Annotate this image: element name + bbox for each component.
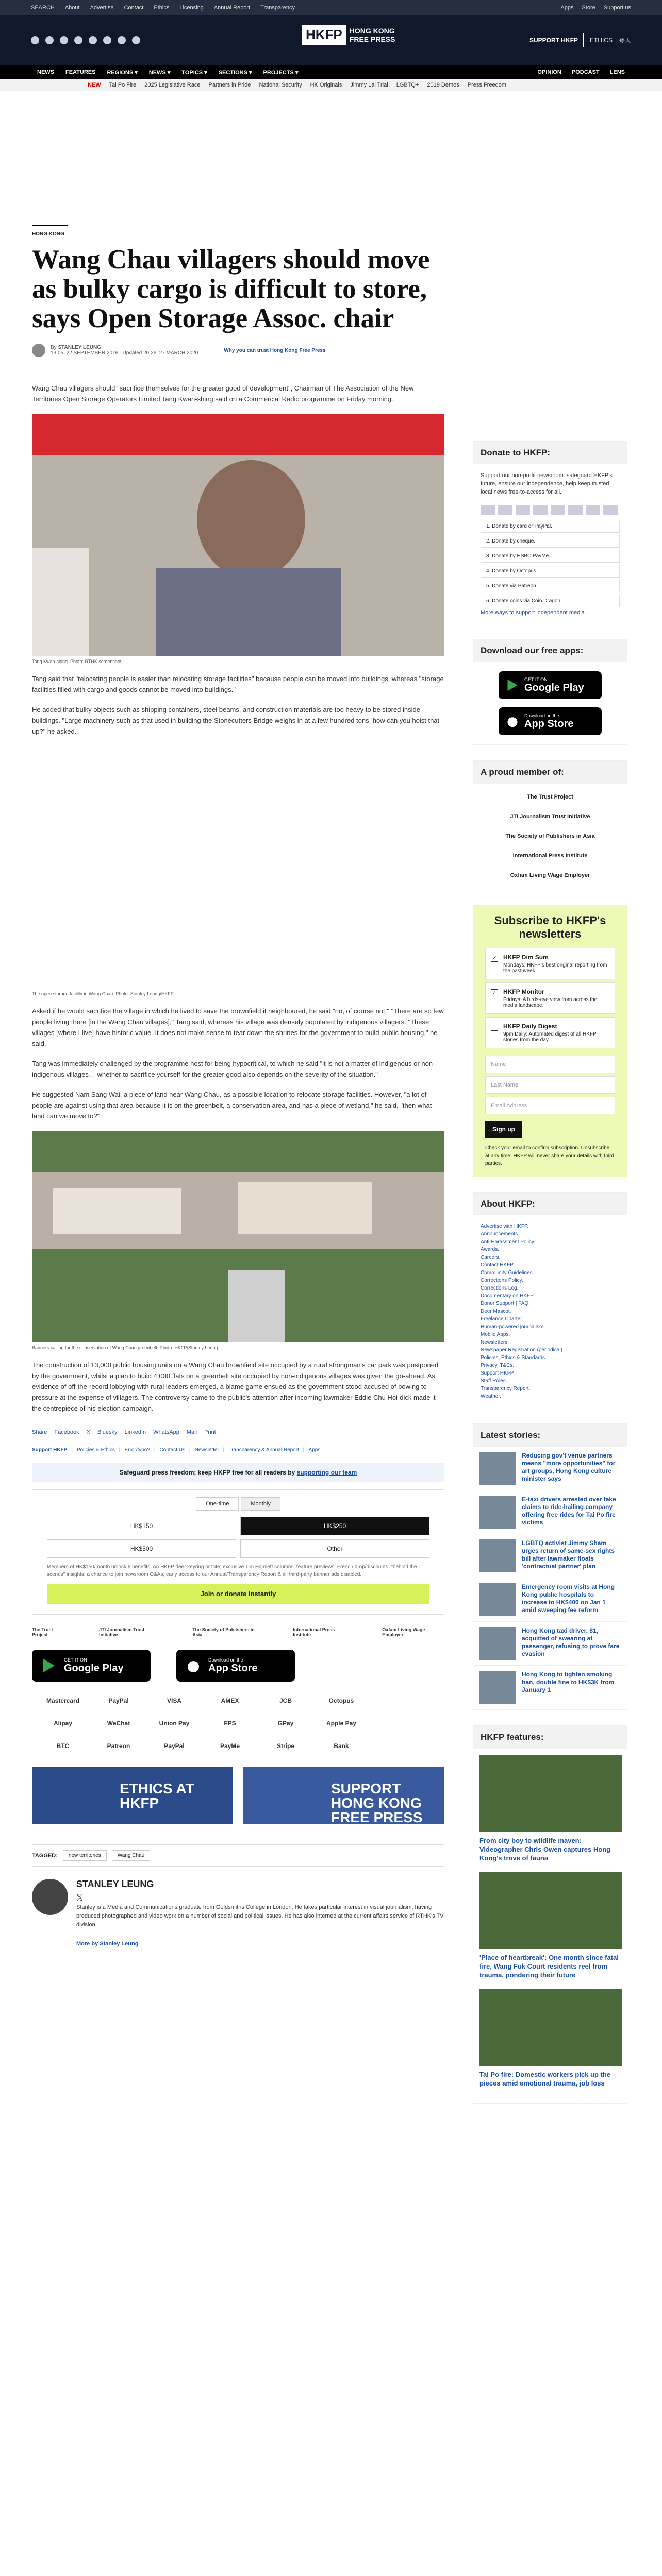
top-link-ethics[interactable]: Ethics	[154, 5, 170, 11]
store-small: GET IT ON	[524, 676, 548, 682]
photo-wang-chau-banners	[32, 1131, 444, 1342]
partners-panel	[473, 760, 627, 889]
feature-image[interactable]	[479, 1755, 622, 1832]
story-thumbnail[interactable]	[479, 1627, 516, 1660]
telegram-icon[interactable]	[118, 36, 126, 44]
support-banner-text: SUPPORT HONG KONG FREE PRESS	[331, 1781, 423, 1824]
features-heading: HKFP features:	[473, 1726, 627, 1749]
latest-story[interactable]	[473, 1578, 627, 1622]
embedded-content-space	[32, 746, 444, 988]
ipi-logo[interactable]: International Press Institute	[512, 853, 588, 859]
features-panel	[473, 1725, 627, 2104]
checkbox-checked-icon[interactable]: ✓	[491, 989, 498, 996]
author-box	[32, 1879, 444, 1948]
nav-opinion[interactable]: OPINION	[537, 69, 561, 75]
feature-image[interactable]	[479, 1989, 622, 2066]
newsletter-option[interactable]	[485, 948, 615, 979]
payment-logo: GPay	[277, 1720, 294, 1727]
caption-2: The open storage facility in Wang Chau. Photo: Stanley Leung/HKFP.	[32, 991, 175, 996]
top-link-transparency[interactable]: Transparency	[260, 5, 295, 11]
instagram-icon[interactable]	[60, 36, 68, 44]
about-link[interactable]: Awards.	[481, 1247, 499, 1252]
footer-link[interactable]: Transparency & Annual Report	[228, 1447, 299, 1453]
newsletter-desc: Fridays: A birds-eye view from across the media landscape.	[503, 997, 598, 1008]
top-utility-bar	[0, 0, 662, 15]
footer-link[interactable]: Support HKFP	[32, 1447, 68, 1453]
payment-logo: Union Pay	[159, 1720, 190, 1727]
payment-logo: Mastercard	[46, 1697, 80, 1704]
trust-project-logo[interactable]: The Trust Project	[32, 1627, 53, 1637]
trending-item[interactable]: Partners in Pride	[208, 82, 251, 88]
author-name[interactable]: STANLEY LEUNG	[76, 1879, 154, 1889]
safeguard-text: Safeguard press freedom; keep HKFP free for all readers by	[119, 1469, 297, 1476]
share-mail[interactable]: Mail	[186, 1429, 197, 1435]
divider: |	[303, 1447, 305, 1453]
ethics-banner-text: ETHICS AT HKFP	[120, 1781, 194, 1811]
divider: |	[189, 1447, 191, 1453]
trending-item[interactable]: National Security	[259, 82, 302, 88]
app-store-buttons	[32, 1650, 444, 1682]
trending-bar	[0, 79, 662, 91]
nav-sections[interactable]: SECTIONS ▾	[218, 69, 252, 76]
donation-widget	[32, 1489, 444, 1615]
nav-lens[interactable]: LENS	[609, 69, 625, 75]
nav-regions[interactable]: REGIONS ▾	[107, 69, 138, 76]
story-title[interactable]: E-taxi drivers arrested over fake claims to ride-hailing company offering free rides for Tai Po fire victims	[522, 1496, 616, 1526]
feature-title[interactable]: 'Place of heartbreak': One month since fatal fire, Wang Fuk Court residents reel from trauma, pondering their future	[479, 1954, 619, 1979]
newsletter-name: HKFP Dim Sum	[503, 954, 549, 961]
share-bluesky[interactable]: Bluesky	[97, 1429, 118, 1435]
amount-option-selected[interactable]: HK$250	[240, 1517, 429, 1535]
footer-link[interactable]: Contact Us	[159, 1447, 186, 1453]
about-link[interactable]: Announcements.	[481, 1231, 520, 1237]
caption-3: Banners calling for the conservation of Wang Chau greenbelt. Photo: HKFP/Stanley Leung.	[32, 1345, 219, 1350]
main-nav	[0, 65, 662, 79]
membership-note: Members of HK$150/month unlock 6 benefits: An HKFP deer keyring or tote; exclusive Tim Hamlett columns; feature previews; French drop/discounts; "behind the scenes" insights; a chance to join newsroom Q&As; early access to our Annual/Transparency Report & all third-party banner ads disabled.	[47, 1564, 417, 1578]
payment-methods	[32, 1692, 444, 1755]
about-link[interactable]: Corrections Policy.	[481, 1278, 523, 1283]
story-title[interactable]: Emergency room visits at Hong Kong public hospitals to increase to HK$400 on Jan 1 amid sweeping fee reform	[522, 1583, 615, 1614]
nav-projects[interactable]: PROJECTS ▾	[263, 69, 299, 76]
payment-logo: Apple Pay	[326, 1720, 357, 1727]
byline-updated: Updated 20:26, 27 MARCH 2020	[122, 350, 198, 356]
payment-logo: WeChat	[107, 1720, 130, 1727]
safeguard-link[interactable]: supporting our team	[296, 1469, 357, 1476]
donate-panel	[473, 441, 627, 623]
byline: By STANLEY LEUNG 13:05, 22 SEPTEMBER 2016 Updated 20:26, 27 MARCH 2020 Why you can trust Hong Kong Free Press	[32, 344, 444, 357]
nav-features[interactable]: FEATURES	[65, 69, 96, 75]
share-linkedin[interactable]: LinkedIn	[124, 1429, 146, 1435]
byline-date: 13:05, 22 SEPTEMBER 2016	[51, 350, 119, 356]
payment-logo: PayPal	[164, 1742, 185, 1750]
paragraph-2: Tang said that "relocating people is easier than relocating storage facilities" because people can be moved into buildings, whereas "storage facilities filled with cargo and goods cannot be moved into buildings."	[32, 675, 444, 693]
paragraph-4: Asked if he would sacrifice the village in which he lived to save the brownfield it neighboured, he said "no, of course not." "There are so few people living there [in the Wang Chau villages]," Tang said, whereas his village was densely populated by indigenous villagers. "These villages [where I live] have historic value. It does not make sense to tear down the shrines for the government to build public housing," he said.	[32, 1007, 444, 1047]
nav-news[interactable]: NEWS	[37, 69, 54, 75]
signup-button[interactable]: Sign up	[485, 1121, 522, 1138]
logo-mark: HKFP	[302, 25, 346, 45]
sidebar-google-play[interactable]	[499, 671, 602, 699]
footer-link[interactable]: Policies & Ethics	[76, 1447, 115, 1453]
donate-text: Support our non-profit newsroom: safeguard HKFP's future, ensure our independence, help keep trusted local news free-to-access for all.	[481, 472, 613, 495]
paragraph-1: Wang Chau villagers should "sacrifice themselves for the greater good of development", Chairman of The Association of the New Territories Open Storage Operators Limited Tang Kwan-shing said on a Commercial Radio programme on Friday morning.	[32, 384, 414, 403]
checkbox-checked-icon[interactable]: ✓	[491, 955, 498, 962]
trending-item[interactable]: 2019 Demos	[427, 82, 459, 88]
paragraph-3: He added that bulky objects such as shipping containers, steel beams, and construction materials are too heavy to be stored inside buildings. "Large machinery such as that used in building the Stonecutters Bridge weighs in at a few hundred tons, how can you hoist that up?" he asked.	[32, 706, 440, 735]
donate-option[interactable]: 6. Donate coins via Coin Dragon.	[481, 595, 620, 607]
trust-project-logo[interactable]: The Trust Project	[527, 794, 573, 800]
app-store-button[interactable]	[176, 1650, 295, 1682]
paragraph-7: The construction of 13,000 public housing units on a Wang Chau brownfield site occupied by a rural strongman's car park was postponed by the government, whilst a plan to build 4,000 flats on a greenbelt site occupied by non-indigenous villages was given the go-ahead. As evidence of off-the-record lobbying with rural leaders emerged, a blame game ensued as the government stood accused of bowing to pressure at the expense of villagers. The controversy came to the public's attention after incoming lawmaker Eddie Chu Hoi-dick made it the centrepiece of his election campaign.	[32, 1361, 439, 1412]
article-category[interactable]: HONG KONG	[32, 231, 64, 237]
newsletter-name: HKFP Daily Digest	[503, 1023, 557, 1030]
payment-logo: BTC	[56, 1742, 70, 1750]
story-thumbnail[interactable]	[479, 1539, 516, 1572]
byline-author[interactable]: STANLEY LEUNG	[58, 345, 101, 350]
payment-logo: AMEX	[221, 1697, 239, 1704]
about-link[interactable]: Privacy, T&Cs.	[481, 1363, 515, 1368]
about-link[interactable]: Corrections Log.	[481, 1285, 519, 1291]
payment-logo: Alipay	[53, 1720, 72, 1727]
trust-link[interactable]: Why you can trust Hong Kong Free Press	[224, 347, 326, 353]
payment-logo: VISA	[167, 1697, 181, 1704]
trending-item[interactable]: 2025 Legislative Race	[144, 82, 201, 88]
latest-panel	[473, 1423, 627, 1710]
sidebar	[473, 441, 627, 2119]
story-title[interactable]: LGBTQ activist Jimmy Sham urges return of same-sex rights bill after lawmaker floats 'contractual partner' plan	[522, 1539, 615, 1570]
story-title[interactable]: Reducing gov't venue partners means "more opportunities" for art groups, Hong Kong culture minister says	[522, 1452, 616, 1482]
sopa-logo[interactable]: The Society of Publishers in Asia	[505, 833, 595, 839]
payment-logo: PayMe	[220, 1742, 240, 1750]
apps-heading: Download our free apps:	[473, 639, 627, 662]
photo-tang-kwan-shing	[32, 414, 444, 656]
last-name-input[interactable]: Last Name	[485, 1076, 615, 1094]
google-play-label: Google Play	[64, 1662, 124, 1674]
google-play-small: GET IT ON	[64, 1657, 87, 1663]
story-title[interactable]: Hong Kong to tighten smoking ban, double fine to HK$3K from January 1	[522, 1671, 615, 1693]
top-link-store[interactable]: Store	[582, 5, 595, 11]
newsletter-note: Check your email to confirm subscription. Unsubscribe at any time. HKFP will never share your details with third parties.	[485, 1145, 614, 1166]
share-print[interactable]: Print	[204, 1429, 216, 1435]
linkedin-icon[interactable]	[103, 36, 111, 44]
share-x[interactable]: X	[86, 1429, 91, 1435]
safeguard-banner	[32, 1463, 444, 1482]
store-small: Download on the	[524, 713, 559, 718]
tagged-label: TAGGED:	[32, 1852, 58, 1859]
latest-story[interactable]	[473, 1447, 627, 1490]
author-bio: Stanley is a Media and Communications graduate from Goldsmiths College in London. He takes particular interest in visual journalism, having produced photographed and video work on a number of social and political issues. He has also interned at the current affairs service of RTHK's TV division.	[76, 1904, 444, 1928]
story-thumbnail[interactable]	[479, 1452, 516, 1485]
about-link[interactable]: Transparency Report.	[481, 1386, 531, 1392]
top-link-apps[interactable]: Apps	[560, 5, 574, 11]
about-link[interactable]: Weather.	[481, 1394, 501, 1399]
feature-title[interactable]: Tai Po fire: Domestic workers pick up the pieces amid emotional trauma, job loss	[479, 2071, 611, 2087]
newsletter-option[interactable]	[485, 1017, 615, 1048]
more-by-author-link[interactable]: More by Stanley Leung	[76, 1941, 139, 1947]
support-banner[interactable]	[243, 1767, 444, 1824]
jti-logo[interactable]: JTI Journalism Trust Initiative	[99, 1627, 145, 1637]
first-name-input[interactable]: Name	[485, 1056, 615, 1073]
about-link[interactable]: Documentary on HKFP.	[481, 1293, 535, 1299]
amount-option[interactable]: HK$150	[47, 1517, 236, 1535]
donate-heading: Donate to HKFP:	[473, 442, 627, 464]
title-rule	[32, 225, 68, 226]
more-ways-link[interactable]: More ways to support independent media.	[481, 609, 586, 616]
jti-logo[interactable]: JTI Journalism Trust Initiative	[510, 814, 590, 820]
logo-line-2: FREE PRESS	[349, 35, 395, 43]
donate-option[interactable]: 4. Donate by Octopus.	[481, 565, 620, 578]
about-link[interactable]: Deer Mascot.	[481, 1309, 511, 1314]
search-link[interactable]: SEARCH	[31, 5, 55, 11]
nav-news-menu[interactable]: NEWS ▾	[148, 69, 171, 76]
youtube-icon[interactable]	[74, 36, 82, 44]
app-store-label: App Store	[208, 1662, 258, 1674]
about-panel	[473, 1192, 627, 1408]
latest-story[interactable]	[473, 1622, 627, 1666]
trending-item[interactable]: Press Freedom	[467, 82, 506, 88]
store-label: Google Play	[524, 682, 584, 693]
threads-icon[interactable]	[89, 36, 97, 44]
top-link-annual-report[interactable]: Annual Report	[213, 5, 251, 11]
sidebar-app-store[interactable]	[499, 707, 602, 735]
author-avatar	[32, 344, 45, 357]
story-title[interactable]: Hong Kong taxi driver, 81, acquitted of swearing at passenger, refusing to prove fare evasion	[522, 1627, 620, 1657]
newsletter-desc: Mondays: HKFP's best original reporting from the past week.	[503, 962, 607, 974]
divider: |	[71, 1447, 73, 1453]
payment-logo: Octopus	[328, 1697, 354, 1704]
about-link[interactable]: Human-powered journalism.	[481, 1324, 545, 1330]
caption-1: Tang Kwan-shing. Photo: RTHK screenshot.	[32, 659, 123, 664]
social-icons	[31, 36, 140, 44]
share-whatsapp[interactable]: WhatsApp	[153, 1429, 179, 1435]
promo-banners	[32, 1767, 444, 1824]
apps-panel	[473, 639, 627, 745]
latest-story[interactable]	[473, 1534, 627, 1578]
google-play-icon	[506, 679, 519, 692]
about-link[interactable]: Policies, Ethics & Standards.	[481, 1355, 547, 1361]
tab-monthly[interactable]: Monthly	[241, 1497, 280, 1511]
about-link[interactable]: Advertise with HKFP.	[481, 1224, 529, 1229]
about-link[interactable]: Newsletters.	[481, 1340, 509, 1345]
ipi-logo[interactable]: International Press Institute	[293, 1627, 335, 1637]
top-link-advertise[interactable]: Advertise	[90, 5, 114, 11]
google-play-icon	[41, 1658, 57, 1673]
newsletter-option[interactable]	[485, 982, 615, 1014]
donate-option[interactable]: 2. Donate by cheque.	[481, 535, 620, 548]
trending-item[interactable]: LGBTQ+	[396, 82, 419, 88]
trending-item[interactable]: Jimmy Lai Trial	[350, 82, 388, 88]
top-link-contact[interactable]: Contact	[124, 5, 144, 11]
feature-image[interactable]	[479, 1872, 622, 1949]
about-list	[473, 1215, 627, 1408]
latest-story[interactable]	[473, 1666, 627, 1709]
about-link[interactable]: Support HKFP.	[481, 1370, 515, 1376]
donate-option[interactable]: 3. Donate by HSBC PayMe.	[481, 550, 620, 563]
about-heading: About HKFP:	[473, 1193, 627, 1215]
divider: |	[223, 1447, 225, 1453]
checkbox-icon[interactable]	[491, 1024, 498, 1031]
trending-item[interactable]: Tai Po Fire	[109, 82, 137, 88]
about-link[interactable]: Community Guidelines.	[481, 1270, 534, 1276]
login-link[interactable]: 登入	[618, 37, 631, 44]
oxfam-logo[interactable]: Oxfam Living Wage Employer	[510, 872, 590, 878]
footer-link[interactable]: Error/typo?	[124, 1447, 150, 1453]
top-link-licensing[interactable]: Licensing	[179, 5, 204, 11]
site-logo[interactable]	[302, 25, 395, 45]
apple-icon	[506, 715, 519, 728]
tag-list	[32, 1844, 444, 1867]
article-title: Wang Chau villagers should move as bulky cargo is difficult to store, says Open Storage Assoc. chair	[32, 245, 430, 333]
email-input[interactable]: Email Address	[485, 1097, 615, 1114]
about-link[interactable]: Mobile Apps.	[481, 1332, 510, 1337]
partners-heading: A proud member of:	[473, 761, 627, 784]
latest-heading: Latest stories:	[473, 1424, 627, 1447]
share-facebook[interactable]: Facebook	[54, 1429, 79, 1435]
footer-link[interactable]: Apps	[308, 1447, 321, 1453]
ethics-banner[interactable]	[32, 1767, 233, 1824]
payment-logo: FPS	[224, 1720, 236, 1727]
donate-option[interactable]: 5. Donate via Patreon.	[481, 580, 620, 592]
newsletter-name: HKFP Monitor	[503, 988, 544, 995]
ethics-link[interactable]: ETHICS	[589, 37, 613, 44]
about-link[interactable]: Contact HKFP.	[481, 1262, 515, 1268]
paragraph-6: He suggested Nam Sang Wai, a piece of land near Wang Chau, as a possible location to relocate storage facilities. However, "a lot of people are against using that area because it is on the greenbelt, a conservation area, and has a piece of wetland," he said, "then what land can we move to?"	[32, 1091, 432, 1120]
story-thumbnail[interactable]	[479, 1496, 516, 1529]
share-label: Share	[32, 1429, 47, 1435]
newsletter-heading: Subscribe to HKFP's newsletters	[494, 914, 606, 940]
amount-option[interactable]: HK$500	[47, 1539, 236, 1558]
join-donate-button[interactable]: Join or donate instantly	[47, 1584, 429, 1604]
footer-link[interactable]: Newsletter	[194, 1447, 219, 1453]
google-play-button[interactable]	[32, 1650, 151, 1682]
article-footer-links	[32, 1444, 444, 1456]
feature-title[interactable]: From city boy to wildlife maven: Videographer Chris Owen captures Hong Kong's trove of fauna	[479, 1837, 611, 1862]
nav-topics[interactable]: TOPICS ▾	[181, 69, 207, 76]
app-store-small: Download on the	[208, 1657, 243, 1663]
about-link[interactable]: Staff Roles.	[481, 1378, 507, 1384]
top-link-about[interactable]: About	[64, 5, 80, 11]
store-label: App Store	[524, 718, 574, 730]
amount-option[interactable]: Other	[240, 1539, 429, 1558]
bluesky-icon[interactable]	[132, 36, 140, 44]
payment-logo: PayPal	[108, 1697, 129, 1704]
newsletter-signup	[473, 905, 627, 1177]
oxfam-logo[interactable]: Oxfam Living Wage Employer	[382, 1627, 425, 1637]
sopa-logo[interactable]: The Society of Publishers in Asia	[192, 1627, 255, 1637]
about-link[interactable]: Donor Support | FAQ.	[481, 1301, 530, 1307]
newsletter-desc: 9pm Daily: Automated digest of all HKFP stories from the day.	[503, 1031, 597, 1043]
logo-line-1: HONG KONG	[349, 26, 395, 35]
nav-podcast[interactable]: PODCAST	[571, 69, 600, 75]
story-thumbnail[interactable]	[479, 1671, 516, 1704]
new-badge: NEW	[88, 82, 101, 88]
payment-logo: Patreon	[107, 1742, 130, 1750]
about-link[interactable]: Anti-Harassment Policy.	[481, 1239, 535, 1245]
trust-logos	[32, 1627, 444, 1637]
divider: |	[154, 1447, 156, 1453]
paragraph-5: Tang was immediately challenged by the programme host for being hypocritical, to which he said "it is not a matter of indigenous or non-indigenous villages… whether to sacrifice yourself for the greater good also depends on the severity of the situation."	[32, 1060, 435, 1078]
apple-icon	[186, 1658, 201, 1673]
support-hkfp-button[interactable]: SUPPORT HKFP	[524, 33, 584, 47]
author-photo	[32, 1879, 68, 1915]
facebook-icon[interactable]	[31, 36, 39, 44]
divider: |	[119, 1447, 121, 1453]
payment-logo: Stripe	[276, 1742, 294, 1750]
trending-item[interactable]: HK Originals	[310, 82, 342, 88]
tag[interactable]: new territories	[63, 1850, 107, 1861]
story-thumbnail[interactable]	[479, 1583, 516, 1616]
x-icon[interactable]	[45, 36, 54, 44]
about-link[interactable]: Newspaper Registration (periodical).	[481, 1347, 564, 1353]
payment-logo: Bank	[334, 1742, 349, 1750]
about-link[interactable]: Careers.	[481, 1255, 501, 1260]
payment-logo: JCB	[279, 1697, 292, 1704]
tab-one-time[interactable]: One-time	[196, 1497, 239, 1511]
tag[interactable]: Wang Chau	[112, 1850, 150, 1861]
top-link-support[interactable]: Support us	[603, 5, 631, 11]
about-link[interactable]: Freelance Charter.	[481, 1316, 523, 1322]
author-x-icon[interactable]: 𝕏	[76, 1894, 83, 1903]
site-header	[0, 15, 662, 65]
payment-card-icons	[481, 505, 620, 515]
share-bar	[32, 1429, 444, 1435]
donate-option[interactable]: 1. Donate by card or PayPal.	[481, 520, 620, 533]
article-column	[32, 225, 444, 1948]
latest-story[interactable]	[473, 1490, 627, 1534]
